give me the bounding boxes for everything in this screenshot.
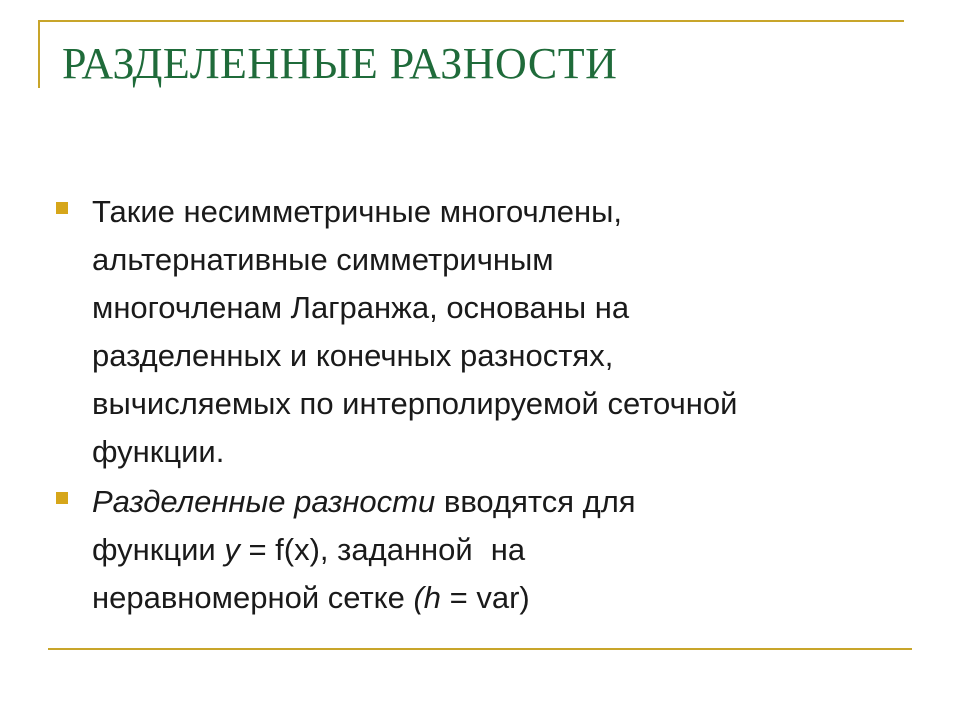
bottom-rule-line bbox=[48, 648, 912, 650]
bullet-2-line-2-mid: = f(x), заданной bbox=[239, 532, 473, 567]
square-bullet-icon bbox=[56, 202, 68, 214]
bullet-1-line-3: многочленам Лагранжа, основаны на bbox=[92, 290, 630, 325]
variable-h: h bbox=[423, 580, 442, 615]
slide-title: РАЗДЕЛЕННЫЕ РАЗНОСТИ bbox=[62, 39, 618, 88]
top-frame-line bbox=[38, 20, 904, 22]
bullet-1-line-2: альтернативные симметричным bbox=[92, 242, 554, 277]
bullet-2-line-3 bbox=[92, 574, 930, 622]
term-divided-differences: Разделенные разности bbox=[92, 484, 436, 519]
bullet-2-line-3-pre: неравномерной сетке bbox=[92, 580, 414, 615]
bullet-2-line-2-pre: функции bbox=[92, 532, 225, 567]
slide-content bbox=[50, 188, 930, 624]
left-frame-line bbox=[38, 20, 40, 88]
bullet-2-line-1-rest: вводятся для bbox=[435, 484, 636, 519]
variable-y: y bbox=[224, 532, 240, 567]
bullet-2-line-3-mid: = var) bbox=[441, 580, 530, 615]
bullet-1-line-6: функции. bbox=[92, 434, 225, 469]
bullet-1-line-1: Такие несимметричные многочлены, bbox=[92, 194, 623, 229]
bullet-2-line-1 bbox=[92, 478, 930, 526]
bullet-2-line-2 bbox=[92, 526, 930, 574]
bullet-1-line-5: вычисляемых по интерполируемой сеточной bbox=[92, 386, 738, 421]
square-bullet-icon bbox=[56, 492, 68, 504]
bullet-item-1 bbox=[50, 188, 930, 476]
paren-open: ( bbox=[413, 580, 424, 615]
bullet-2-line-2-post: на bbox=[490, 532, 526, 567]
bullet-item-2 bbox=[50, 478, 930, 622]
bullet-1-line-4: разделенных и конечных разностях, bbox=[92, 338, 614, 373]
